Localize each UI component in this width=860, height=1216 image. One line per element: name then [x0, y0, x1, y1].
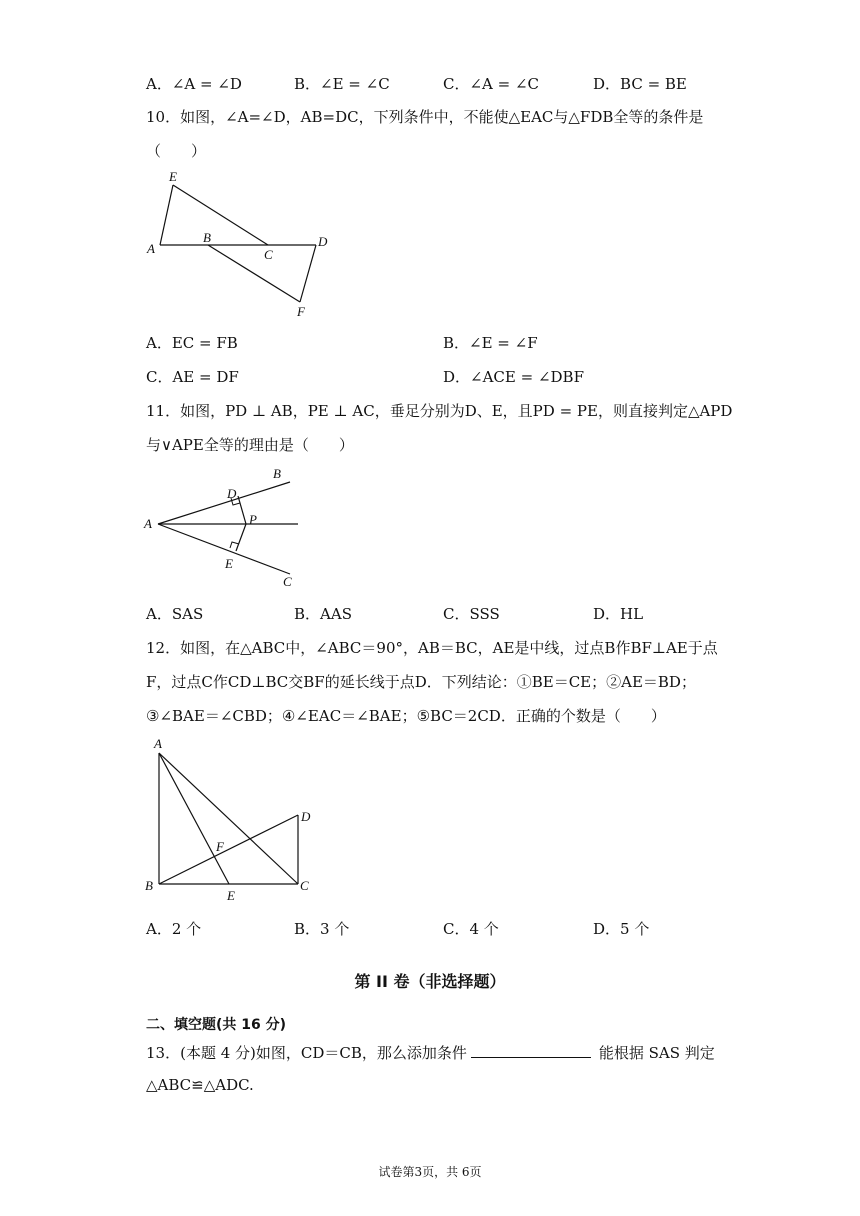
q10-label-a: A — [147, 241, 155, 256]
q10-label-b: B — [203, 230, 211, 245]
q9-option-d: D．BC = BE — [593, 75, 687, 93]
q11-option-a: A．SAS — [146, 605, 204, 623]
q10-option-a: A．EC = FB — [146, 334, 238, 352]
q11-option-b: B．AAS — [294, 605, 352, 623]
q10-label-f: F — [297, 304, 305, 319]
q10-label-c: C — [264, 247, 273, 262]
q11-label-p: P — [249, 512, 257, 527]
q12-label-a: A — [154, 736, 162, 751]
q13-suffix: 能根据 SAS 判定 — [598, 1044, 715, 1062]
q12-stem-line1: 12．如图，在△ABC中，∠ABC＝90°，AB＝BC，AE是中线，过点B作BF⊥AE于点 — [146, 639, 718, 657]
q11-label-b: B — [273, 466, 281, 481]
q10-option-c: C．AE = DF — [146, 368, 239, 386]
q10-label-d: D — [318, 234, 328, 249]
q12-option-b: B．3 个 — [294, 920, 350, 938]
q10-option-b: B．∠E = ∠F — [443, 334, 538, 352]
q10-option-d: D．∠ACE = ∠DBF — [443, 368, 584, 386]
q10-label-e: E — [169, 169, 177, 184]
q11-label-a: A — [144, 516, 152, 531]
q12-label-f: F — [216, 839, 224, 854]
q11-figure — [140, 462, 310, 592]
q12-stem-line3: ③∠BAE＝∠CBD；④∠EAC＝∠BAE；⑤BC＝2CD．正确的个数是（ ） — [146, 707, 666, 725]
q11-stem-line2: 与∨APE全等的理由是（ ） — [146, 436, 354, 454]
page-footer: 试卷第3页，共 6页 — [378, 1165, 482, 1179]
q11-label-e: E — [225, 556, 233, 571]
q12-label-b: B — [145, 878, 153, 893]
q13-stem-line1 — [146, 1042, 715, 1063]
q13-stem-line2: △ABC≌△ADC. — [146, 1076, 254, 1094]
q13-prefix: 13．(本题 4 分)如图，CD＝CB，那么添加条件 — [146, 1044, 467, 1062]
q10-figure — [140, 165, 340, 325]
q12-option-a: A．2 个 — [146, 920, 202, 938]
q11-option-c: C．SSS — [443, 605, 500, 623]
q12-option-d: D．5 个 — [593, 920, 650, 938]
q13-answer-blank[interactable] — [471, 1043, 591, 1058]
q12-option-c: C．4 个 — [443, 920, 499, 938]
q12-stem-line2: F，过点C作CD⊥BC交BF的延长线于点D．下列结论：①BE＝CE；②AE＝BD； — [146, 673, 696, 691]
section-title: 第 II 卷（非选择题） — [354, 972, 506, 991]
q12-label-c: C — [300, 878, 309, 893]
q10-stem-line1: 10．如图，∠A=∠D，AB=DC，下列条件中，不能使△EAC与△FDB全等的条件是 — [146, 108, 704, 126]
q12-label-e: E — [227, 888, 235, 903]
q11-stem-line1: 11．如图，PD ⊥ AB，PE ⊥ AC，垂足分别为D、E，且PD = PE，则直接判定△APD — [146, 402, 733, 420]
q9-option-b: B．∠E = ∠C — [294, 75, 390, 93]
q10-stem-line2: （ ） — [146, 142, 207, 160]
part2-heading: 二、填空题(共 16 分) — [146, 1017, 287, 1033]
q11-option-d: D．HL — [593, 605, 644, 623]
q11-label-c: C — [283, 574, 292, 589]
q11-label-d: D — [227, 486, 237, 501]
q9-option-c: C．∠A = ∠C — [443, 75, 540, 93]
q12-figure — [140, 735, 340, 907]
q9-option-a: A．∠A = ∠D — [146, 75, 242, 93]
q12-label-d: D — [301, 809, 311, 824]
